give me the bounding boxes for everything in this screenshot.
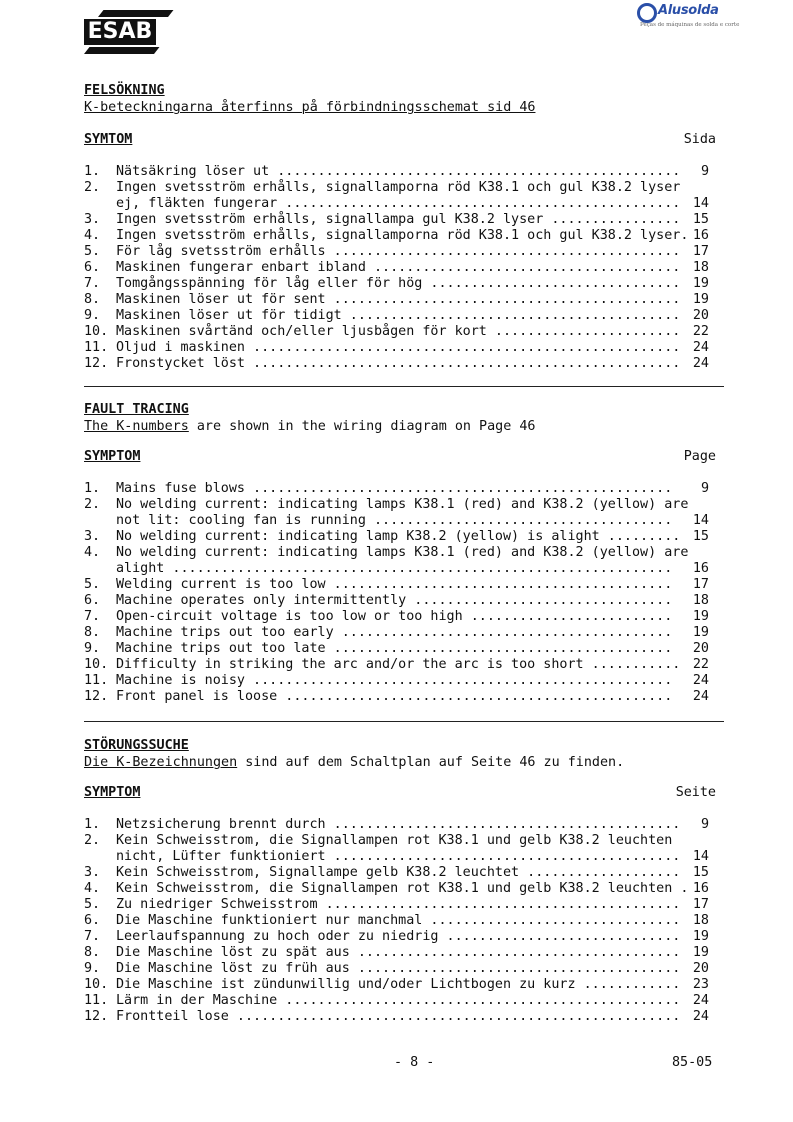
symptom-page: 24 — [692, 340, 709, 355]
en-title: FAULT TRACING — [84, 402, 189, 417]
symptom-page: 18 — [692, 913, 709, 928]
symptom-item-line — [84, 212, 724, 228]
symptom-text: Ingen svetsström erhålls, signallamporna röd K38.1 och gul K38.2 lyser. — [116, 228, 689, 243]
symptom-item-line — [84, 356, 724, 372]
symptom-text: Die Maschine ist zündunwillig und/oder Lichtbogen zu kurz ............ — [116, 977, 681, 992]
symptom-item-line — [84, 196, 724, 212]
sv-symptom-header — [84, 132, 724, 150]
symptom-page: 24 — [692, 689, 709, 704]
symptom-page: 15 — [692, 212, 709, 227]
section-german — [84, 737, 724, 1025]
symptom-text: Kein Schweisstrom, Signallampe gelb K38.2 leuchtet ................... — [116, 865, 681, 880]
esab-logo-top-stripe — [98, 10, 173, 17]
symptom-item-line — [84, 497, 724, 513]
symptom-text: Die Maschine löst zu früh aus ........................................ — [116, 961, 681, 976]
symptom-page: 17 — [692, 577, 709, 592]
symptom-page: 24 — [692, 673, 709, 688]
symptom-item-line — [84, 673, 724, 689]
symptom-text: not lit: cooling fan is running ..................................... — [116, 513, 673, 528]
symptom-number: 7. — [84, 276, 101, 291]
symptom-text: Kein Schweisstrom, die Signallampen rot K38.1 und gelb K38.2 leuchten — [116, 833, 673, 848]
symptom-text: Difficulty in striking the arc and/or the arc is too short ........... — [116, 657, 681, 672]
esab-logo-text: ESAB — [84, 19, 156, 45]
symptom-number: 12. — [84, 1009, 109, 1024]
symptom-page: 20 — [692, 961, 709, 976]
en-page-label: Page — [683, 449, 716, 464]
symptom-item-line — [84, 1009, 724, 1025]
symptom-text: Front panel is loose ................................................ — [116, 689, 673, 704]
symptom-number: 8. — [84, 292, 101, 307]
symptom-number: 9. — [84, 308, 101, 323]
symptom-item-line — [84, 260, 724, 276]
symptom-page: 16 — [692, 561, 709, 576]
symptom-number: 6. — [84, 913, 101, 928]
symptom-page: 18 — [692, 593, 709, 608]
symptom-number: 10. — [84, 977, 109, 992]
symptom-text: Ingen svetsström erhålls, signallampa gul K38.2 lyser ................ — [116, 212, 681, 227]
symptom-text: Open-circuit voltage is too low or too high ......................... — [116, 609, 673, 624]
symptom-text: Leerlaufspannung zu hoch oder zu niedrig ............................. — [116, 929, 681, 944]
symptom-item-line — [84, 833, 724, 849]
en-item-list — [84, 481, 724, 705]
esab-logo — [84, 10, 168, 54]
symptom-item-line — [84, 657, 724, 673]
section-swedish — [84, 82, 724, 372]
symptom-item-line — [84, 817, 724, 833]
symptom-item-line — [84, 529, 724, 545]
symptom-text: Maskinen löser ut för sent ........................................... — [116, 292, 681, 307]
symptom-number: 12. — [84, 689, 109, 704]
de-item-list — [84, 817, 724, 1025]
symptom-text: ej, fläkten fungerar ................................................. — [116, 196, 681, 211]
symptom-number: 10. — [84, 324, 109, 339]
symptom-page: 9 — [700, 164, 709, 179]
symptom-text: Ingen svetsström erhålls, signallamporna röd K38.1 och gul K38.2 lyser — [116, 180, 681, 195]
symptom-item-line — [84, 577, 724, 593]
de-subtitle-rest: sind auf dem Schaltplan auf Seite 46 zu finden. — [237, 755, 625, 770]
symptom-item-line — [84, 308, 724, 324]
symptom-item-line — [84, 228, 724, 244]
en-subtitle-rest: are shown in the wiring diagram on Page 46 — [188, 419, 536, 434]
symptom-item-line — [84, 897, 724, 913]
symptom-item-line — [84, 881, 724, 897]
symptom-text: Netzsicherung brennt durch ........................................... — [116, 817, 681, 832]
symptom-text: Machine trips out too early ......................................... — [116, 625, 673, 640]
symptom-page: 19 — [692, 609, 709, 624]
symptom-text: För låg svetsström erhålls ........................................... — [116, 244, 681, 259]
de-symptom-label: SYMPTOM — [84, 785, 141, 800]
symptom-page: 9 — [700, 481, 709, 496]
symptom-number: 1. — [84, 817, 101, 832]
sv-subtitle: K-beteckningarna återfinns på förbindningsschemat sid 46 — [84, 100, 536, 115]
symptom-item-line — [84, 913, 724, 929]
symptom-text: nicht, Lüfter funktioniert ........................................... — [116, 849, 681, 864]
symptom-item-line — [84, 244, 724, 260]
symptom-page: 20 — [692, 308, 709, 323]
symptom-page: 24 — [692, 1009, 709, 1024]
symptom-item-line — [84, 929, 724, 945]
symptom-text: alight .............................................................. — [116, 561, 673, 576]
symptom-item-line — [84, 180, 724, 196]
symptom-page: 19 — [692, 625, 709, 640]
symptom-page: 22 — [692, 657, 709, 672]
symptom-item-line — [84, 993, 724, 1009]
en-symptom-header — [84, 449, 724, 467]
symptom-page: 14 — [692, 513, 709, 528]
symptom-page: 20 — [692, 641, 709, 656]
alusolda-tagline: Peças de máquinas de solda e corte — [640, 22, 740, 28]
symptom-number: 4. — [84, 228, 101, 243]
symptom-number: 2. — [84, 180, 101, 195]
symptom-text: Mains fuse blows .................................................... — [116, 481, 673, 496]
symptom-text: Die Maschine funktioniert nur manchmal ............................... — [116, 913, 681, 928]
symptom-item-line — [84, 164, 724, 180]
symptom-item-line — [84, 945, 724, 961]
symptom-number: 11. — [84, 340, 109, 355]
symptom-number: 7. — [84, 929, 101, 944]
symptom-item-line — [84, 545, 724, 561]
symptom-page: 24 — [692, 356, 709, 371]
symptom-text: Kein Schweisstrom, die Signallampen rot K38.1 und gelb K38.2 leuchten . — [116, 881, 689, 896]
symptom-number: 3. — [84, 212, 101, 227]
de-subtitle-underlined: Die K-Bezeichnungen — [84, 755, 238, 770]
symptom-number: 4. — [84, 545, 101, 560]
symptom-page: 19 — [692, 945, 709, 960]
symptom-text: Machine operates only intermittently ................................ — [116, 593, 673, 608]
symptom-page: 9 — [700, 817, 709, 832]
symptom-item-line — [84, 849, 724, 865]
symptom-item-line — [84, 481, 724, 497]
footer-page-number: - 8 - — [394, 1055, 435, 1070]
symptom-page: 16 — [692, 228, 709, 243]
symptom-page: 18 — [692, 260, 709, 275]
symptom-number: 2. — [84, 497, 101, 512]
symptom-text: Oljud i maskinen ..................................................... — [116, 340, 681, 355]
symptom-item-line — [84, 292, 724, 308]
section-divider — [84, 721, 724, 722]
symptom-item-line — [84, 609, 724, 625]
symptom-text: Welding current is too low .......................................... — [116, 577, 673, 592]
symptom-number: 5. — [84, 244, 101, 259]
symptom-page: 19 — [692, 929, 709, 944]
symptom-item-line — [84, 865, 724, 881]
symptom-page: 24 — [692, 993, 709, 1008]
symptom-text: Machine trips out too late .......................................... — [116, 641, 673, 656]
symptom-number: 2. — [84, 833, 101, 848]
sv-item-list — [84, 164, 724, 372]
symptom-number: 1. — [84, 481, 101, 496]
en-subtitle — [84, 419, 724, 435]
en-symptom-label: SYMPTOM — [84, 449, 141, 464]
symptom-item-line — [84, 977, 724, 993]
symptom-page: 14 — [692, 196, 709, 211]
symptom-number: 3. — [84, 529, 101, 544]
symptom-number: 7. — [84, 609, 101, 624]
section-divider — [84, 386, 724, 387]
symptom-text: No welding current: indicating lamps K38.1 (red) and K38.2 (yellow) are — [116, 545, 689, 560]
symptom-text: Frontteil lose ....................................................... — [116, 1009, 681, 1024]
symptom-number: 11. — [84, 673, 109, 688]
symptom-text: Maskinen svårtänd och/eller ljusbågen för kort ....................... — [116, 324, 681, 339]
symptom-number: 8. — [84, 945, 101, 960]
symptom-text: No welding current: indicating lamp K38.2 (yellow) is alight ......... — [116, 529, 681, 544]
symptom-text: Fronstycket löst ..................................................... — [116, 356, 681, 371]
symptom-item-line — [84, 513, 724, 529]
symptom-text: Nätsäkring löser ut .................................................. — [116, 164, 689, 179]
alusolda-logo — [632, 1, 740, 33]
symptom-number: 1. — [84, 164, 101, 179]
symptom-item-line — [84, 276, 724, 292]
de-page-label: Seite — [675, 785, 716, 800]
symptom-number: 8. — [84, 625, 101, 640]
symptom-number: 10. — [84, 657, 109, 672]
symptom-item-line — [84, 340, 724, 356]
symptom-item-line — [84, 324, 724, 340]
de-subtitle — [84, 755, 724, 771]
section-english — [84, 401, 724, 705]
symptom-number: 9. — [84, 961, 101, 976]
symptom-number: 5. — [84, 897, 101, 912]
symptom-number: 3. — [84, 865, 101, 880]
symptom-page: 16 — [692, 881, 709, 896]
symptom-text: Machine is noisy .................................................... — [116, 673, 673, 688]
sv-page-label: Sida — [683, 132, 716, 147]
symptom-page: 19 — [692, 292, 709, 307]
symptom-text: Die Maschine löst zu spät aus ........................................ — [116, 945, 681, 960]
symptom-item-line — [84, 625, 724, 641]
sv-symptom-label: SYMTOM — [84, 132, 133, 147]
symptom-text: Maskinen fungerar enbart ibland ...................................... — [116, 260, 681, 275]
symptom-page: 15 — [692, 865, 709, 880]
symptom-page: 19 — [692, 276, 709, 291]
symptom-page: 17 — [692, 897, 709, 912]
symptom-page: 17 — [692, 244, 709, 259]
en-subtitle-underlined: The K-numbers — [84, 419, 189, 434]
symptom-item-line — [84, 961, 724, 977]
symptom-item-line — [84, 561, 724, 577]
de-symptom-header — [84, 785, 724, 803]
symptom-number: 9. — [84, 641, 101, 656]
footer-doc-code: 85-05 — [672, 1055, 713, 1070]
symptom-page: 23 — [692, 977, 709, 992]
symptom-page: 22 — [692, 324, 709, 339]
symptom-number: 5. — [84, 577, 101, 592]
symptom-item-line — [84, 641, 724, 657]
sv-title: FELSÖKNING — [84, 83, 165, 98]
symptom-text: Tomgångsspänning för låg eller för hög ............................... — [116, 276, 681, 291]
symptom-number: 6. — [84, 593, 101, 608]
symptom-text: Lärm in der Maschine ................................................. — [116, 993, 681, 1008]
symptom-number: 6. — [84, 260, 101, 275]
alusolda-mark-icon — [637, 3, 657, 23]
symptom-text: Zu niedriger Schweisstrom ............................................ — [116, 897, 681, 912]
symptom-number: 4. — [84, 881, 101, 896]
symptom-number: 12. — [84, 356, 109, 371]
symptom-text: No welding current: indicating lamps K38.1 (red) and K38.2 (yellow) are — [116, 497, 689, 512]
symptom-item-line — [84, 593, 724, 609]
symptom-page: 15 — [692, 529, 709, 544]
symptom-item-line — [84, 689, 724, 705]
symptom-page: 14 — [692, 849, 709, 864]
symptom-text: Maskinen löser ut för tidigt ......................................... — [116, 308, 681, 323]
de-title: STÖRUNGSSUCHE — [84, 738, 189, 753]
alusolda-brand-text: Alusolda — [658, 3, 719, 18]
esab-logo-bottom-stripe — [84, 47, 159, 54]
symptom-number: 11. — [84, 993, 109, 1008]
